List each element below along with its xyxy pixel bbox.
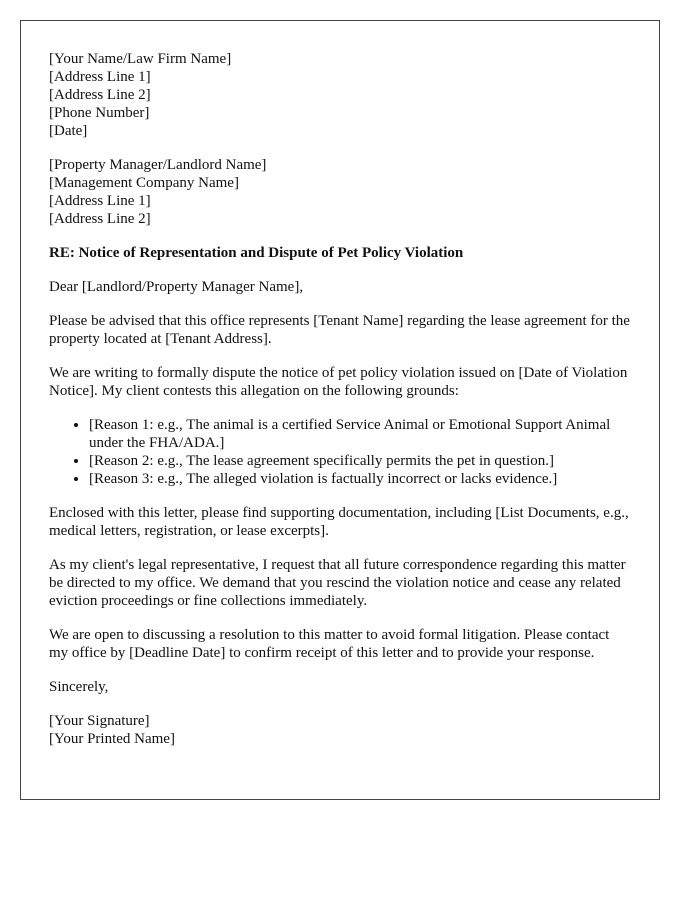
letter-date: [Date] <box>49 123 88 139</box>
reasons-list <box>49 416 631 488</box>
sender-phone: [Phone Number] <box>49 105 150 121</box>
paragraph-dispute: We are writing to formally dispute the notice of pet policy violation issued on [Date of Violation Notice]. My client contests this allegation on the following grounds: <box>49 365 628 399</box>
signature-block <box>49 712 631 748</box>
letter-page <box>20 20 660 800</box>
sender-address-line-2: [Address Line 2] <box>49 87 151 103</box>
recipient-company: [Management Company Name] <box>49 175 239 191</box>
reason-item: • [Reason 1: e.g., The animal is a certified Service Animal or Emotional Support Animal under the FHA/ADA.] <box>89 416 631 452</box>
sender-address-block <box>49 50 631 140</box>
closing: Sincerely, <box>49 679 109 695</box>
salutation: Dear [Landlord/Property Manager Name], <box>49 279 304 295</box>
sender-address-line-1: [Address Line 1] <box>49 69 151 85</box>
paragraph-resolution: We are open to discussing a resolution to this matter to avoid formal litigation. Please contact my office by [Deadline Date] to confirm receipt of this letter and to provide your response. <box>49 627 610 661</box>
paragraph-representation: Please be advised that this office represents [Tenant Name] regarding the lease agreement for the property located at [Tenant Address]. <box>49 313 630 347</box>
reason-item: • [Reason 3: e.g., The alleged violation is factually incorrect or lacks evidence.] <box>89 470 631 488</box>
recipient-address-block <box>49 156 631 228</box>
reason-item: • [Reason 2: e.g., The lease agreement specifically permits the pet in question.] <box>89 452 631 470</box>
sender-name: [Your Name/Law Firm Name] <box>49 51 232 67</box>
paragraph-demand: As my client's legal representative, I request that all future correspondence regarding this matter be directed to my office. We demand that you rescind the violation notice and cease any related eviction proceedings or fine collections immediately. <box>49 557 626 609</box>
paragraph-enclosures: Enclosed with this letter, please find supporting documentation, including [List Documents, e.g., medical letters, registration, or lease excerpts]. <box>49 505 629 539</box>
recipient-address-line-1: [Address Line 1] <box>49 193 151 209</box>
recipient-address-line-2: [Address Line 2] <box>49 211 151 227</box>
recipient-name: [Property Manager/Landlord Name] <box>49 157 267 173</box>
subject-line: RE: Notice of Representation and Dispute of Pet Policy Violation <box>49 245 464 261</box>
printed-name: [Your Printed Name] <box>49 731 175 747</box>
signature: [Your Signature] <box>49 713 150 729</box>
